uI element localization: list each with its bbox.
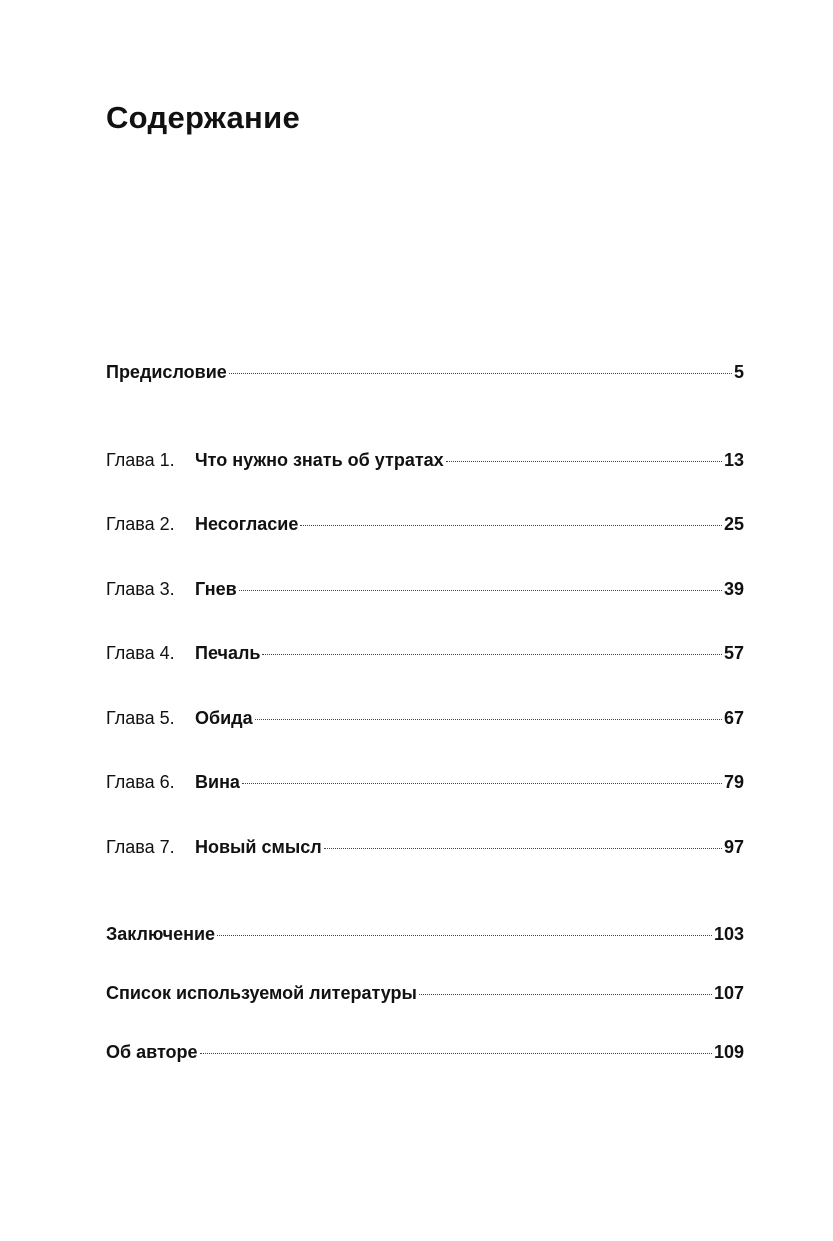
toc-entry-chapter-2[interactable] [106,512,744,536]
toc-entry-title: Несогласие [195,514,299,534]
toc-entry-title: Заключение [106,924,216,944]
toc-page-number: 13 [723,450,744,470]
toc-entry-title: Об авторе [106,1042,198,1062]
dot-leader [255,719,722,720]
toc-page-number: 39 [723,579,744,599]
toc-entry-bibliography[interactable] [106,981,744,1005]
toc-page-number: 103 [713,924,744,944]
toc-entry-conclusion[interactable] [106,922,744,946]
dot-leader [217,935,712,936]
dot-leader [242,783,722,784]
chapter-label: Глава 3. [106,579,175,599]
dot-leader [229,373,732,374]
toc-page-number: 57 [723,643,744,663]
toc-entry-title: Предисловие [106,362,227,382]
toc-entry-chapter-4[interactable] [106,641,744,665]
chapter-label: Глава 2. [106,514,175,534]
toc-page-number: 5 [733,362,744,382]
dot-leader [324,848,722,849]
toc-entry-title: Что нужно знать об утратах [195,450,444,470]
toc-entry-title: Печаль [195,643,261,663]
toc-entry-about-author[interactable] [106,1040,744,1064]
chapter-label: Глава 5. [106,708,175,728]
chapter-label: Глава 4. [106,643,175,663]
toc-page-number: 79 [723,772,744,792]
toc-page-number: 25 [723,514,744,534]
toc-entry-chapter-7[interactable] [106,835,744,859]
toc-entry-chapter-1[interactable] [106,448,744,472]
toc-entry-title: Новый смысл [195,837,322,857]
chapter-label: Глава 1. [106,450,175,470]
toc-entry-chapter-3[interactable] [106,577,744,601]
toc-entry-title: Список используемой литературы [106,983,417,1003]
toc-entry-title: Вина [195,772,240,792]
dot-leader [300,525,722,526]
toc-entry-title: Обида [195,708,253,728]
toc-entry-title: Гнев [195,579,237,599]
dot-leader [262,654,722,655]
toc-entry-chapter-5[interactable] [106,706,744,730]
dot-leader [419,994,712,995]
toc-page-number: 97 [723,837,744,857]
toc-entry-preface[interactable] [106,360,744,384]
toc-page-number: 67 [723,708,744,728]
chapter-label: Глава 6. [106,772,175,792]
chapter-label: Глава 7. [106,837,175,857]
dot-leader [239,590,722,591]
dot-leader [200,1053,712,1054]
toc-entry-chapter-6[interactable] [106,770,744,794]
toc-page-number: 109 [713,1042,744,1062]
dot-leader [446,461,722,462]
page-title: Содержание [106,100,300,135]
toc-page-number: 107 [713,983,744,1003]
